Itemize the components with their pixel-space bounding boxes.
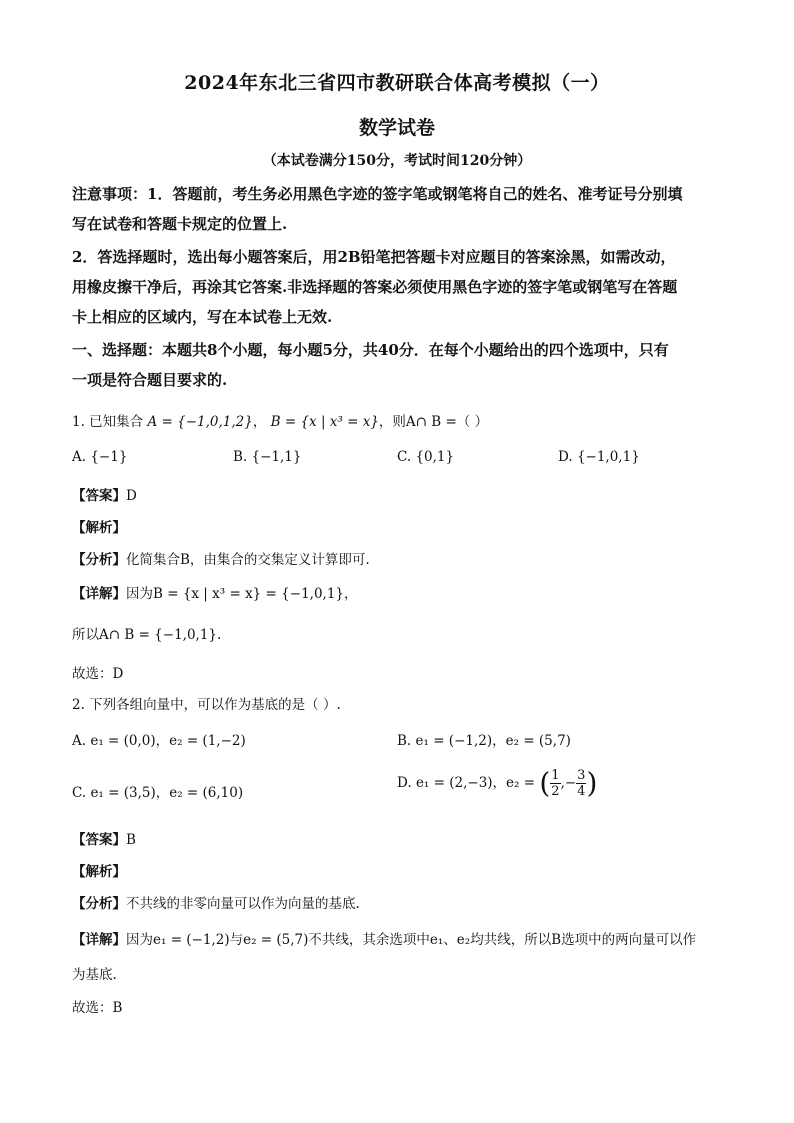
fraction-denominator: 2 — [551, 784, 560, 799]
notice-line-3: 2．答选择题时，选出每小题答案后，用2B铅笔把答题卡对应题目的答案涂黑，如需改动， — [72, 248, 676, 266]
fraction-numerator: 1 — [551, 768, 560, 783]
q2-option-a — [72, 729, 246, 749]
option-label: B. — [233, 449, 248, 465]
section-line-1: 一、选择题：本题共8个小题，每小题5分，共40分．在每个小题给出的四个选项中，只有 — [72, 341, 669, 359]
xiangjie-tag: 【详解】 — [72, 932, 126, 948]
option-label: D. — [397, 775, 412, 791]
fraction-separator: ,− — [560, 775, 577, 791]
q2-choose: 故选：B — [72, 1000, 123, 1016]
q2-answer — [72, 828, 136, 848]
answer-value: D — [126, 488, 137, 504]
option-text: e₁ = (0,0)，e₂ = (1,−2) — [90, 733, 246, 749]
answer-value: B — [126, 832, 136, 848]
right-paren: ) — [586, 766, 598, 800]
option-text: e₁ = (−1,2)，e₂ = (5,7) — [415, 733, 571, 749]
option-label: C. — [397, 449, 412, 465]
q2-analysis-tag: 【解析】 — [72, 864, 126, 880]
q2-fenxi — [72, 892, 360, 912]
fenxi-tag: 【分析】 — [72, 552, 126, 568]
q1-stem-prefix: 1. 已知集合 — [72, 414, 144, 430]
q1-conclusion: 所以A∩ B = {−1,0,1}. — [72, 627, 222, 643]
option-label: C. — [72, 785, 87, 801]
q2-option-c — [72, 781, 243, 801]
exam-note: （本试卷满分150分，考试时间120分钟） — [262, 153, 532, 169]
xiangjie-text: 因为e₁ = (−1,2)与e₂ = (5,7)不共线，其余选项中e₁、e₂均共线，所以B选项中的两向量可以作 — [126, 932, 697, 948]
option-text: {−1} — [90, 449, 128, 465]
option-text: {−1,0,1} — [576, 449, 640, 465]
answer-tag: 【答案】 — [72, 832, 126, 848]
fraction-numerator: 3 — [577, 768, 586, 783]
fenxi-text: 化简集合B，由集合的交集定义计算即可. — [126, 552, 370, 568]
fraction-three-quarters — [576, 768, 586, 799]
q1-xiangjie — [72, 582, 358, 602]
q2-option-d — [397, 768, 597, 799]
option-label: A. — [72, 449, 87, 465]
q1-set-b: B = {x | x³ = x} — [270, 414, 379, 430]
fenxi-tag: 【分析】 — [72, 896, 126, 912]
option-text: e₁ = (3,5)，e₂ = (6,10) — [90, 785, 244, 801]
notice-line-4: 用橡皮擦干净后，再涂其它答案.非选择题的答案必须使用黑色字迹的签字笔或钢笔写在答题 — [72, 278, 678, 296]
notice-line-2: 写在试卷和答题卡规定的位置上. — [72, 215, 288, 233]
q1-comma: ， — [252, 414, 267, 430]
q1-option-a — [72, 449, 127, 465]
question-1-stem — [72, 410, 488, 430]
left-paren: ( — [539, 766, 551, 800]
q1-answer — [72, 484, 137, 504]
notice-line-1: 注意事项：1．答题前，考生务必用黑色字迹的签字笔或钢笔将自己的姓名、准考证号分别填 — [72, 185, 683, 203]
q1-stem-suffix: ，则A∩ B =（ ） — [378, 414, 489, 430]
q1-option-b — [233, 449, 301, 465]
option-label: A. — [72, 733, 87, 749]
q1-set-a: A = {−1,0,1,2} — [147, 414, 253, 430]
xiangjie-text: 因为B = {x | x³ = x} = {−1,0,1}， — [126, 586, 358, 602]
option-label: B. — [397, 733, 412, 749]
option-label: D. — [558, 449, 573, 465]
q1-option-d — [558, 449, 640, 465]
q2-xiangjie — [72, 928, 696, 948]
option-text: {0,1} — [415, 449, 455, 465]
fraction-half — [550, 768, 560, 799]
option-text: {−1,1} — [251, 449, 302, 465]
exam-title: 2024年东北三省四市教研联合体高考模拟（一） — [184, 72, 610, 94]
notice-line-5: 卡上相应的区域内，写在本试卷上无效. — [72, 308, 333, 326]
section-line-2: 一项是符合题目要求的. — [72, 371, 228, 389]
q1-option-c — [397, 449, 454, 465]
fraction-denominator: 4 — [577, 784, 586, 799]
q1-analysis-tag: 【解析】 — [72, 520, 126, 536]
q1-choose: 故选：D — [72, 666, 124, 682]
answer-tag: 【答案】 — [72, 488, 126, 504]
q2-option-b — [397, 729, 571, 749]
exam-subtitle: 数学试卷 — [358, 117, 435, 139]
option-text: e₁ = (2,−3)，e₂ = — [415, 775, 540, 791]
question-2-stem: 2. 下列各组向量中，可以作为基底的是（ ）. — [72, 697, 341, 713]
q2-xiangjie-cont: 为基底. — [72, 967, 117, 983]
fenxi-text: 不共线的非零向量可以作为向量的基底. — [126, 896, 360, 912]
xiangjie-tag: 【详解】 — [72, 586, 126, 602]
q1-fenxi — [72, 548, 370, 568]
